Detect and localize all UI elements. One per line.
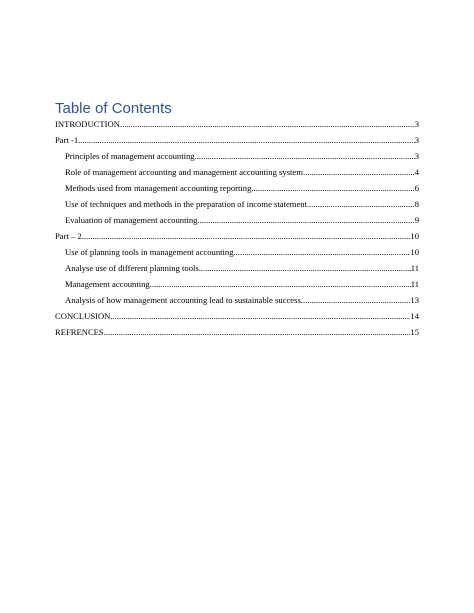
- toc-dot-leader: [307, 196, 415, 212]
- toc-entry-page-number[interactable]: 10: [410, 231, 419, 241]
- toc-entry-title[interactable]: Management accounting: [65, 279, 150, 289]
- toc-entry-page-number[interactable]: 11: [410, 279, 419, 289]
- toc-entry-title[interactable]: Part – 2: [55, 231, 82, 241]
- toc-entry-title[interactable]: INTRODUCTION: [55, 119, 120, 129]
- toc-entry[interactable]: [55, 196, 419, 212]
- toc-entry-page-number[interactable]: 3: [414, 119, 419, 129]
- toc-dot-leader: [303, 164, 415, 180]
- toc-dot-leader: [78, 132, 415, 148]
- toc-entry-page-number[interactable]: 9: [414, 215, 419, 225]
- toc-entry[interactable]: [55, 116, 419, 132]
- toc-entry[interactable]: [55, 260, 419, 276]
- toc-entry-page-number[interactable]: 6: [414, 183, 419, 193]
- toc-entry-page-number[interactable]: 3: [414, 151, 419, 161]
- toc-dot-leader: [82, 228, 411, 244]
- toc-entry-title[interactable]: Principles of management accounting: [65, 151, 195, 161]
- toc-entry-title[interactable]: Methods used from management accounting reporting: [65, 183, 252, 193]
- toc-dot-leader: [104, 324, 411, 340]
- toc-entry-page-number[interactable]: 11: [410, 263, 419, 273]
- toc-entry-page-number[interactable]: 4: [414, 167, 419, 177]
- toc-entry[interactable]: [55, 244, 419, 260]
- toc-entry[interactable]: [55, 132, 419, 148]
- toc-entry-page-number[interactable]: 3: [414, 135, 419, 145]
- toc-entry-page-number[interactable]: 10: [410, 247, 419, 257]
- toc-dot-leader: [197, 212, 414, 228]
- toc-entry[interactable]: [55, 180, 419, 196]
- toc-dot-leader: [199, 260, 411, 276]
- toc-entry[interactable]: [55, 276, 419, 292]
- toc-entry-page-number[interactable]: 15: [410, 327, 419, 337]
- toc-entry-title[interactable]: REFRENCES: [55, 327, 104, 337]
- toc-entry-title[interactable]: Use of planning tools in management accounting: [65, 247, 234, 257]
- toc-entry-page-number[interactable]: 14: [410, 311, 419, 321]
- toc-entry-title[interactable]: Evaluation of management accounting: [65, 215, 198, 225]
- toc-entry-page-number[interactable]: 8: [414, 199, 419, 209]
- toc-entry-title[interactable]: Part -1: [55, 135, 79, 145]
- toc-heading: Table of Contents: [55, 100, 172, 117]
- toc-entry[interactable]: [55, 228, 419, 244]
- toc-dot-leader: [150, 276, 411, 292]
- toc-entry[interactable]: [55, 212, 419, 228]
- toc-entry-title[interactable]: Role of management accounting and management accounting system: [65, 167, 303, 177]
- toc-entry[interactable]: [55, 324, 419, 340]
- toc-dot-leader: [251, 180, 414, 196]
- toc-entry[interactable]: [55, 148, 419, 164]
- toc-entry-page-number[interactable]: 13: [410, 295, 419, 305]
- toc-entry[interactable]: [55, 308, 419, 324]
- toc-list: [55, 116, 419, 340]
- toc-dot-leader: [110, 308, 410, 324]
- toc-dot-leader: [195, 148, 415, 164]
- toc-dot-leader: [120, 116, 415, 132]
- toc-entry-title[interactable]: Use of techniques and methods in the preparation of income statement: [65, 199, 307, 209]
- toc-entry-title[interactable]: Analysis of how management accounting lead to sustainable success: [65, 295, 301, 305]
- toc-entry[interactable]: [55, 164, 419, 180]
- toc-entry-title[interactable]: Analyse use of different planning tools: [65, 263, 199, 273]
- toc-entry-title[interactable]: CONCLUSION: [55, 311, 111, 321]
- toc-dot-leader: [301, 292, 411, 308]
- toc-dot-leader: [234, 244, 411, 260]
- toc-entry[interactable]: [55, 292, 419, 308]
